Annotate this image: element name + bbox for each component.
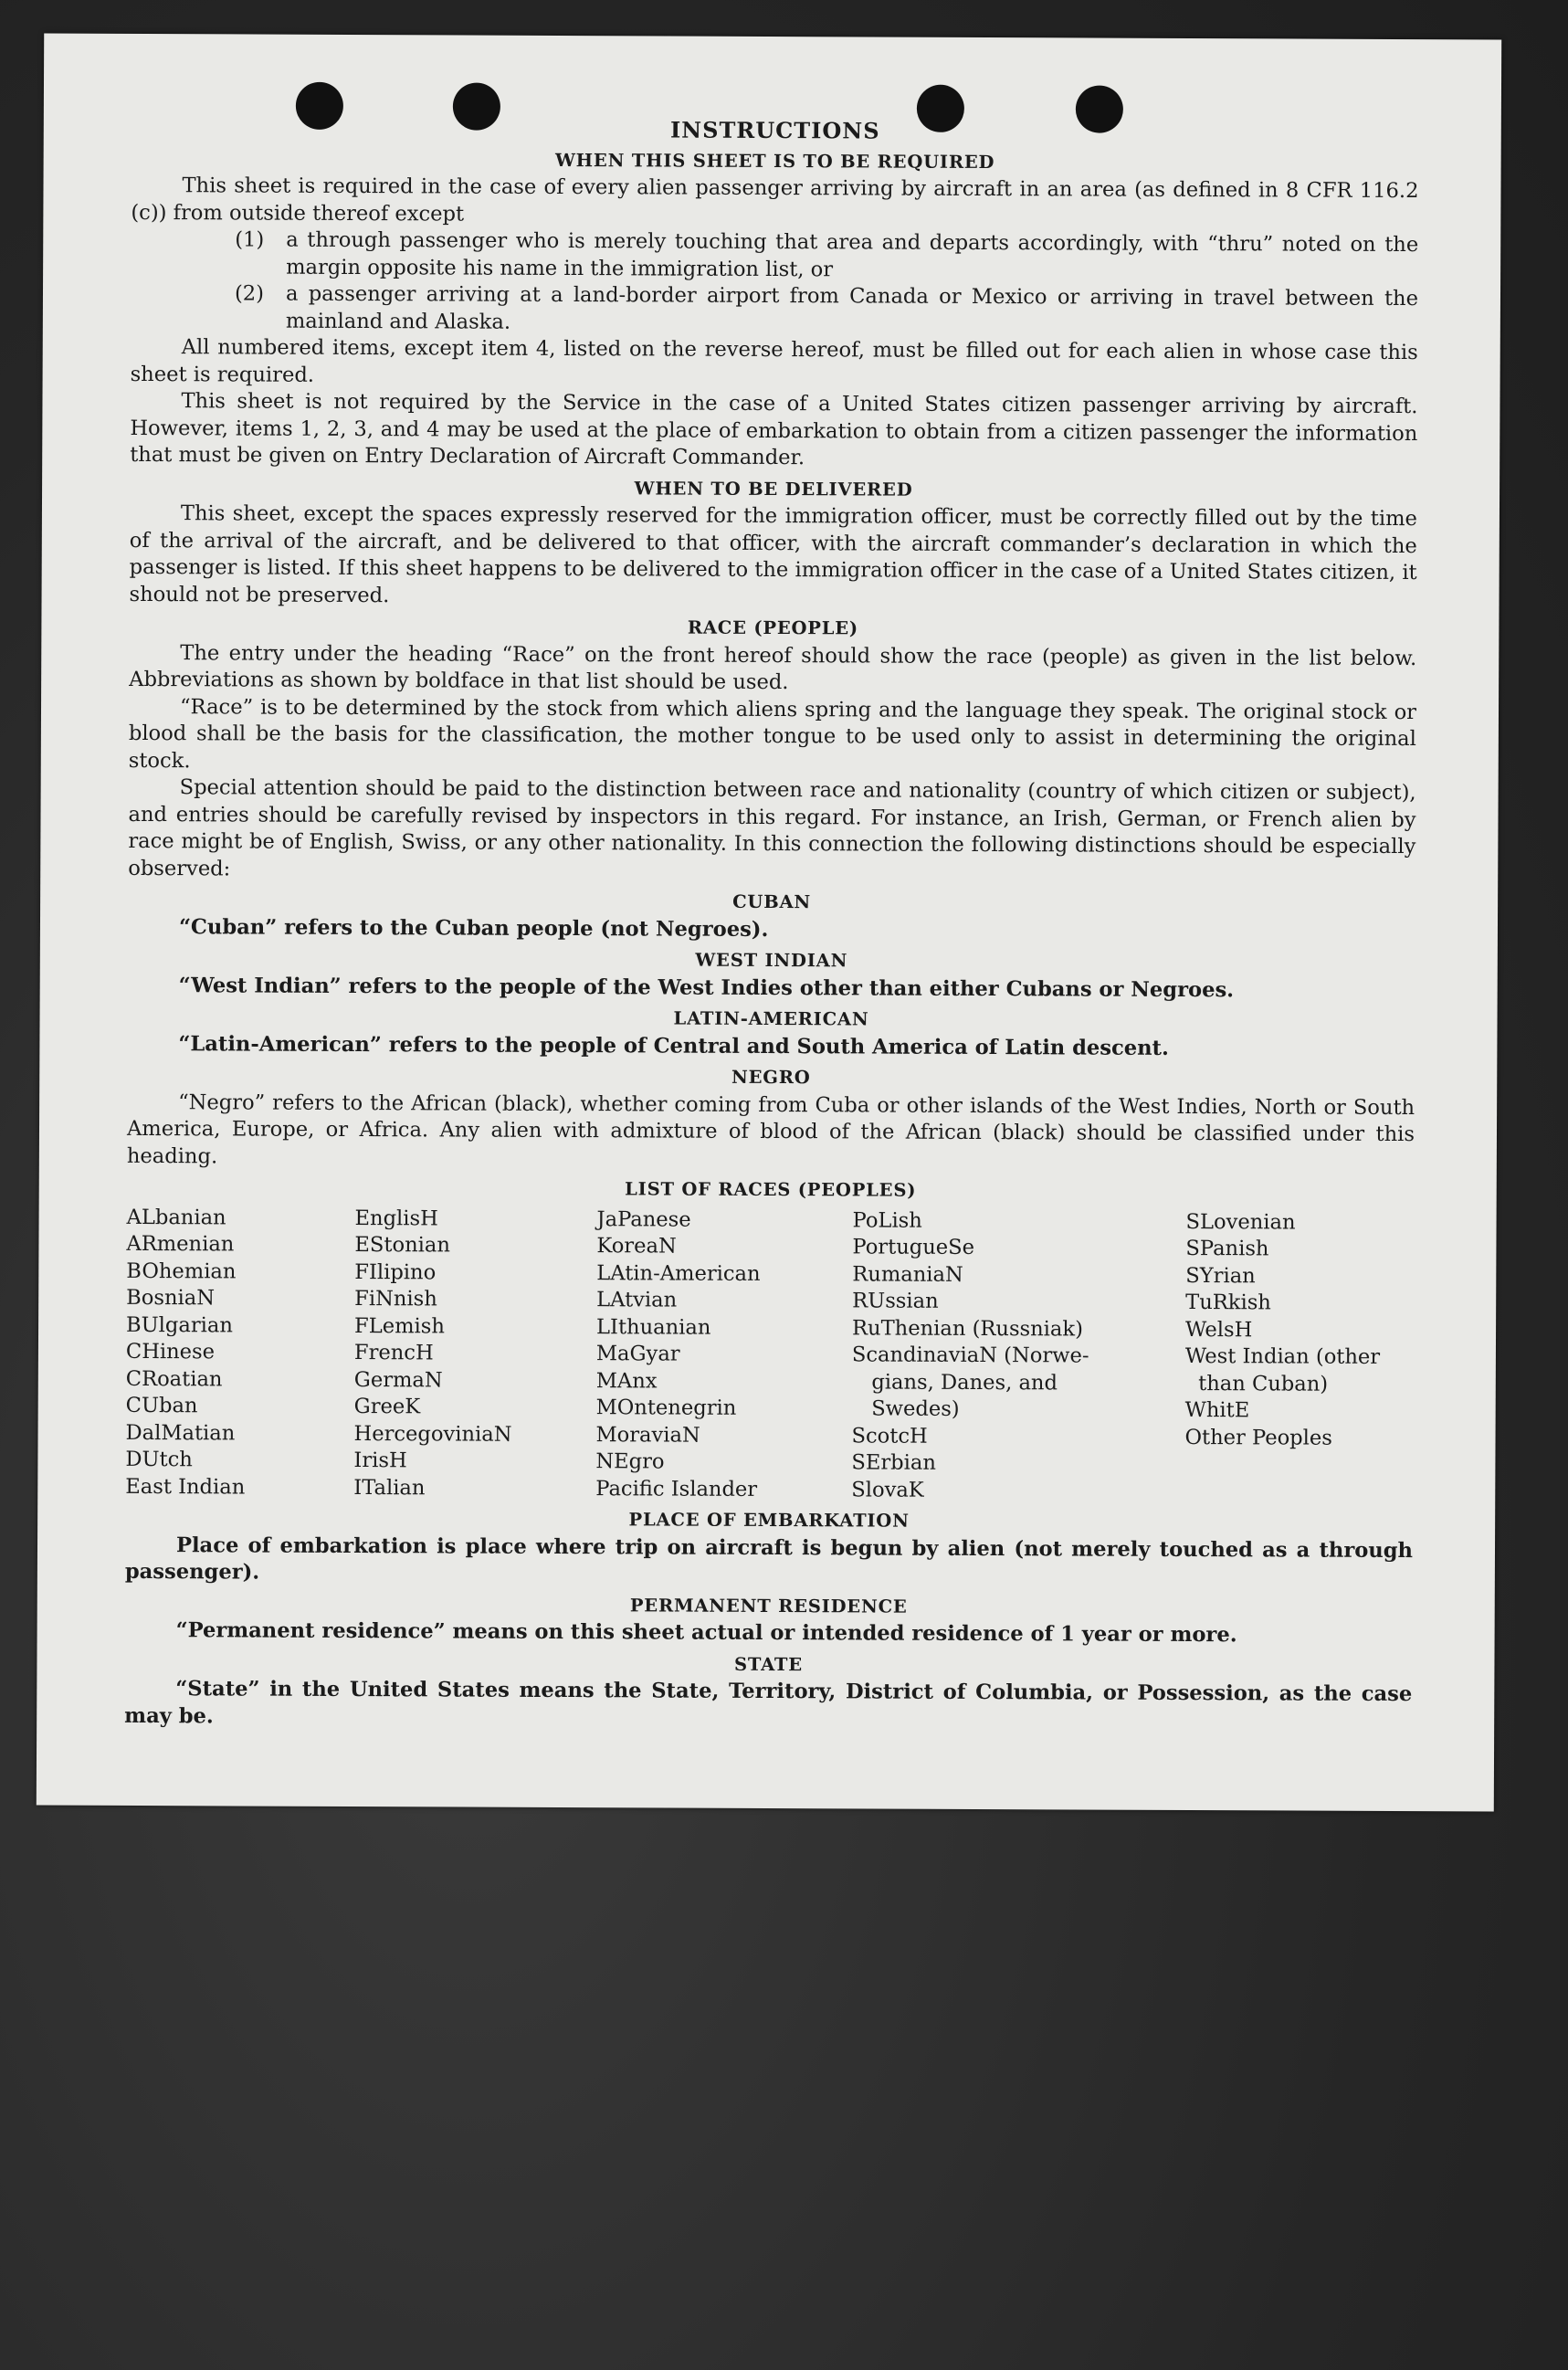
section-heading: WHEN TO BE DELIVERED xyxy=(634,477,913,500)
race-entry: HercegoviniaN xyxy=(353,1421,512,1447)
race-entry: WhitE xyxy=(1184,1397,1250,1423)
race-entry: SPanish xyxy=(1185,1236,1269,1261)
race-entry: PoLish xyxy=(852,1207,922,1233)
paragraph: This sheet, except the spaces expressly reserved for the immigration officer, must be correctly filled out by the time of the arrival of the aircraft, and be delivered to that officer, with the aircraft commander’s declaration in which the passenger is listed. If this sheet happens to be delivered to the immigration officer in the case of a United States citizen, it should not be preserved. xyxy=(129,501,1417,607)
race-entry: SErbian xyxy=(851,1450,936,1475)
race-column xyxy=(353,1206,596,1503)
race-column xyxy=(851,1207,1185,1505)
race-entry: PortugueSe xyxy=(852,1235,975,1259)
section-heading: STATE xyxy=(733,1653,803,1675)
list-item xyxy=(131,280,1418,340)
section-heading: LATIN-AMERICAN xyxy=(673,1007,869,1030)
section-heading: NEGRO xyxy=(731,1066,811,1089)
race-entry: FrencH xyxy=(353,1341,434,1365)
race-entry: LIthuanian xyxy=(596,1314,711,1340)
race-entry: ITalian xyxy=(353,1475,426,1500)
race-entry: FLemish xyxy=(354,1313,445,1338)
race-entry: Other Peoples xyxy=(1184,1425,1332,1450)
paragraph: “Permanent residence” means on this sheet actual or intended residence of 1 year or more. xyxy=(175,1618,1237,1648)
race-entry: FiNnish xyxy=(354,1287,437,1311)
document-page xyxy=(37,34,1501,1812)
race-entry: DalMatian xyxy=(125,1420,236,1445)
race-entry: ALbanian xyxy=(126,1205,226,1229)
race-entry: gians, Danes, and xyxy=(851,1369,1058,1395)
race-entry: MoraviaN xyxy=(595,1422,700,1448)
race-entry: EnglisH xyxy=(354,1206,438,1230)
race-entry: LAtin-American xyxy=(596,1260,761,1286)
race-entry: JaPanese xyxy=(596,1206,691,1232)
section-heading: RACE (PEOPLE) xyxy=(687,616,859,639)
race-entry: NEgro xyxy=(595,1449,665,1474)
race-list xyxy=(125,1204,1414,1506)
race-entry: SlovaK xyxy=(851,1477,924,1502)
race-entry: LAtvian xyxy=(596,1288,678,1312)
section-heading: PERMANENT RESIDENCE xyxy=(629,1594,908,1617)
item-number: (1) xyxy=(235,227,265,252)
section-heading: PLACE OF EMBARKATION xyxy=(628,1509,910,1532)
race-entry: West Indian (other xyxy=(1184,1343,1381,1369)
paragraph: The entry under the heading “Race” on the front hereof should show the race (people) as given in the list below. Abbreviations as shown by boldface in that list should be used. xyxy=(129,640,1417,695)
paragraph: All numbered items, except item 4, listed on the reverse hereof, must be filled out for each alien in whose case this sheet is required. xyxy=(130,335,1418,387)
item-text: a through passenger who is merely touching that area and departs accordingly, with “thru” noted on the margin opposite his name in the immigration list, or xyxy=(286,227,1419,281)
paragraph: Place of embarkation is place where trip on aircraft is begun by alien (not merely touched as a through passenger). xyxy=(124,1533,1414,1585)
paragraph: “Cuban” refers to the Cuban people (not Negroes). xyxy=(178,914,769,942)
race-entry: SYrian xyxy=(1185,1263,1256,1288)
race-entry: EStonian xyxy=(354,1233,450,1258)
race-entry: RUssian xyxy=(852,1289,939,1313)
race-entry: ScandinaviaN (Norwe- xyxy=(851,1343,1089,1368)
race-entry: MAnx xyxy=(595,1368,658,1393)
race-entry: Swedes) xyxy=(851,1396,960,1421)
item-number: (2) xyxy=(234,281,265,306)
race-entry: IrisH xyxy=(353,1448,407,1473)
race-entry: RumaniaN xyxy=(852,1261,963,1287)
paragraph: “West Indian” refers to the people of the West Indies other than either Cubans or Negroes. xyxy=(178,973,1235,1002)
section-heading: WHEN THIS SHEET IS TO BE REQUIRED xyxy=(554,149,995,173)
race-entry: Pacific Islander xyxy=(595,1476,758,1501)
section-heading: WEST INDIAN xyxy=(695,949,848,972)
race-column xyxy=(125,1204,354,1501)
paragraph: “Latin-American” refers to the people of Central and South America of Latin descent. xyxy=(178,1031,1169,1060)
item-text: a passenger arriving at a land-border airport from Canada or Mexico or arriving in travel between the mainland and Alaska. xyxy=(285,281,1419,334)
race-entry: GermaN xyxy=(353,1367,443,1392)
race-entry: MOntenegrin xyxy=(595,1396,737,1420)
paragraph: “Race” is to be determined by the stock from which aliens spring and the language they speak. The original stock or blood shall be the basis for the classification, the mother tongue to be used only to assist in determining the original stock. xyxy=(128,694,1417,773)
paragraph: This sheet is required in the case of every alien passenger arriving by aircraft in an area (as defined in 8 CFR 116.2 (c)) from outside thereof except xyxy=(131,174,1419,226)
section-heading: CUBAN xyxy=(732,890,812,913)
page-title: INSTRUCTIONS xyxy=(669,116,880,144)
race-entry: FIlipino xyxy=(354,1259,437,1284)
race-entry: BOhemian xyxy=(126,1259,237,1283)
paragraph: This sheet is not required by the Service in the case of a United States citizen passenger arriving by aircraft. However, items 1, 2, 3, and 4 may be used at the place of embarkation to obtain from a citizen passenger the information that must be given on Entry Declaration of Aircraft Commander. xyxy=(130,389,1418,470)
race-entry: WelsH xyxy=(1185,1317,1253,1342)
race-entry: MaGyar xyxy=(595,1342,680,1366)
paragraph: “Negro” refers to the African (black), whether coming from Cuba or other islands of the West Indies, North or South America, Europe, or Africa. Any alien with admixture of blood of the African (black) should be classified under this heading. xyxy=(126,1090,1415,1168)
race-entry: CHinese xyxy=(125,1339,216,1364)
race-column xyxy=(595,1206,852,1504)
race-entry: than Cuban) xyxy=(1184,1371,1329,1396)
race-column xyxy=(1184,1208,1414,1506)
paragraph: Special attention should be paid to the distinction between race and nationality (country of which citizen or subject), and entries should be carefully revised by inspectors in this regard. For instance, an Irish, German, or French alien by race might be of English, Swiss, or any other nationality. In this connection the following distinctions should be especially observed: xyxy=(128,775,1416,880)
race-entry: DUtch xyxy=(125,1447,193,1472)
race-entry: ScotcH xyxy=(851,1423,928,1448)
race-entry: SLovenian xyxy=(1185,1209,1296,1235)
list-item xyxy=(131,226,1418,286)
race-entry: BUlgarian xyxy=(126,1312,233,1337)
race-entry: RuThenian (Russniak) xyxy=(852,1315,1083,1342)
race-entry: TuRkish xyxy=(1185,1290,1271,1315)
paragraph: “State” in the United States means the State, Territory, District of Columbia, or Possession, as the case may be. xyxy=(124,1677,1413,1728)
race-entry: CRoatian xyxy=(125,1366,223,1391)
instructions-text xyxy=(124,112,1419,1735)
race-entry: ARmenian xyxy=(126,1231,235,1257)
section-heading: LIST OF RACES (PEOPLES) xyxy=(625,1178,917,1201)
race-entry: BosniaN xyxy=(126,1285,216,1311)
race-entry: GreeK xyxy=(353,1395,421,1419)
race-entry: East Indian xyxy=(125,1474,246,1500)
race-entry: KoreaN xyxy=(596,1234,677,1259)
race-entry: CUban xyxy=(125,1393,198,1418)
